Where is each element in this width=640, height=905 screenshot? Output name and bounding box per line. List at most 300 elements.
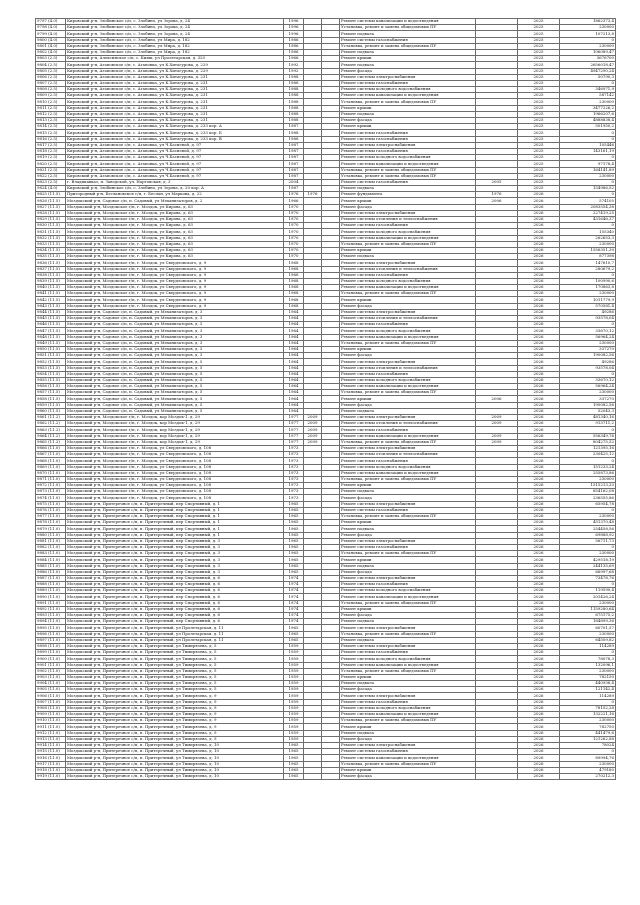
address-cell: Пригородный р-н, Беслановское г/п, г. Беслан, ул Маркова, д. 22 xyxy=(66,192,284,198)
address-cell: Кировский р-н, Агаповское с/п, с. Агаповка, ул Ч.Басиевой, д. 97 xyxy=(66,167,284,173)
cost-cell: 97178,4 xyxy=(560,161,616,167)
row-id-cell: 9851 (11.5) xyxy=(36,353,66,359)
build-year-cell: 1970 xyxy=(284,204,304,210)
address-cell: Кировский р-н, Агаповское с/п, с. Агаповка, ул Ч.Басиевой, д. 97 xyxy=(66,148,284,154)
row-id-cell: 9913 (11.0) xyxy=(36,736,66,742)
cost-cell: 119590,4 xyxy=(560,588,616,594)
work-type-cell: Ремонт системы электроснабжения xyxy=(340,693,476,699)
address-cell: Моздокский р-н, Притеречное с/п, п. Притеречный, ул Тимирязева, д. 10 xyxy=(66,773,284,779)
planned-year-cell: 2026 xyxy=(518,557,560,563)
row-id-cell: 9906 (11.0) xyxy=(36,693,66,699)
planned-year-cell: 2026 xyxy=(518,247,560,253)
cost-cell: 106089,47 xyxy=(560,49,616,55)
planned-year-cell: 2026 xyxy=(518,582,560,588)
row-id-cell: 9815 (2.5) xyxy=(36,130,66,136)
cost-cell: 0 xyxy=(560,650,616,656)
row-id-cell: 9919 (11.0) xyxy=(36,773,66,779)
build-year-cell: 1987 xyxy=(284,161,304,167)
address-cell: Моздокский р-н, Садовое с/п, п. Садовый, ул Механизаторов, д. 5 xyxy=(66,396,284,402)
row-id-cell: 9874 (11.0) xyxy=(36,495,66,501)
planned-year-cell: 2026 xyxy=(518,371,560,377)
build-year-cell: 1965 xyxy=(284,749,304,755)
planned-year-cell: 2026 xyxy=(518,322,560,328)
cost-cell: 78078,3 xyxy=(560,656,616,662)
cost-cell: 337270 xyxy=(560,396,616,402)
work-type-cell: Ремонт системы электроснабжения xyxy=(340,74,476,80)
work-type-cell: Ремонт системы канализации и водоотведения xyxy=(340,161,476,167)
build-year-cell: 1970 xyxy=(284,247,304,253)
planned-year-cell: 2026 xyxy=(518,384,560,390)
row-id-cell: 9901 (11.0) xyxy=(36,662,66,668)
row-id-cell: 9892 (11.0) xyxy=(36,606,66,612)
build-year-cell: 1968 xyxy=(284,260,304,266)
address-cell: Моздокский р-н, Притеречное с/п, п. Притеречный, пер Спортивный, д. 1 xyxy=(66,514,284,520)
planned-year-cell: 2026 xyxy=(518,452,560,458)
planned-year-cell: 2026 xyxy=(518,346,560,352)
work-type-cell: Ремонт системы холодного водоснабжения xyxy=(340,656,476,662)
build-year-cell: 1988 xyxy=(284,111,304,117)
row-id-cell: 9890 (11.0) xyxy=(36,594,66,600)
work-type-cell: Ремонт системы холодного водоснабжения xyxy=(340,278,476,284)
row-id-cell: 9817 (2.5) xyxy=(36,142,66,148)
row-id-cell: 9839 (11.5) xyxy=(36,278,66,284)
planned-year-cell: 2026 xyxy=(518,526,560,532)
planned-year-cell: 2026 xyxy=(518,359,560,365)
planned-year-cell: 2026 xyxy=(518,365,560,371)
address-cell: Кировский р-н, Агаповское с/п, с. Агаповка, ул К.Хитагурова, д. 229 xyxy=(66,68,284,74)
cost-cell: 0 xyxy=(560,458,616,464)
planned-year-cell: 2026 xyxy=(518,260,560,266)
build-year-cell: 1959 xyxy=(284,674,304,680)
work-type-cell: Ремонт крыши xyxy=(340,557,476,563)
last-repair-year-cell: 2005 xyxy=(476,179,518,185)
work-type-cell: Ремонт системы электроснабжения xyxy=(340,415,476,421)
cost-cell: 230000 xyxy=(560,25,616,31)
row-id-cell: 9804 (2.5) xyxy=(36,62,66,68)
planned-year-cell: 2026 xyxy=(518,606,560,612)
build-year-cell: 1965 xyxy=(284,526,304,532)
row-id-cell: 9850 (11.5) xyxy=(36,346,66,352)
cost-cell: 337270 xyxy=(560,346,616,352)
work-type-cell: Установка, ремонт и замена общедомовых ПУ xyxy=(340,173,476,179)
address-cell: Моздокский р-н, Моздокское г/п, г. Моздок, ул Кирова, д. 63 xyxy=(66,229,284,235)
build-year-cell: 1965 xyxy=(284,569,304,575)
address-cell: Кировский р-н, Агаповское с/п, с. Агаповка, ул К.Хитагурова, д. 231 xyxy=(66,74,284,80)
address-cell: Моздокский р-н, Моздокское г/п, г. Моздок, ул Свердловского, д. 9 xyxy=(66,285,284,291)
register-sheet xyxy=(35,18,615,780)
build-year-cell: 1968 xyxy=(284,266,304,272)
planned-year-cell: 2026 xyxy=(518,198,560,204)
planned-year-cell: 2026 xyxy=(518,544,560,550)
row-id-cell: 9882 (11.0) xyxy=(36,544,66,550)
cost-cell: 1862373,4 xyxy=(560,19,616,25)
row-id-cell: 9863 (11.2) xyxy=(36,427,66,433)
work-type-cell: Ремонт фасада xyxy=(340,495,476,501)
row-id-cell: 9879 (11.0) xyxy=(36,526,66,532)
planned-year-cell: 2026 xyxy=(518,421,560,427)
build-year-cell: 1965 xyxy=(284,637,304,643)
build-year-cell: 1987 xyxy=(284,142,304,148)
build-year-cell: 1968 xyxy=(284,272,304,278)
address-cell: Моздокский р-н, Притеречное с/п, п. Притеречный, ул Тимирязева, д. 10 xyxy=(66,755,284,761)
row-id-cell: 9808 (2.5) xyxy=(36,87,66,93)
address-cell: Моздокский р-н, Притеречное с/п, п. Притеречный, пер Спортивный, д. 6 xyxy=(66,600,284,606)
work-type-cell: Ремонт системы канализации и водоотведения xyxy=(340,384,476,390)
row-id-cell: 9894 (11.0) xyxy=(36,619,66,625)
build-year-cell: 1965 xyxy=(284,501,304,507)
build-year-cell: 1968 xyxy=(284,297,304,303)
planned-year-cell: 2026 xyxy=(518,204,560,210)
planned-year-cell: 2026 xyxy=(518,538,560,544)
cost-cell: 3676700 xyxy=(560,56,616,62)
work-type-cell: Установка, ремонт и замена общедомовых ПУ xyxy=(340,718,476,724)
row-id-cell: 9833 (11.5) xyxy=(36,241,66,247)
cost-cell: 0 xyxy=(560,427,616,433)
cost-cell: 230000 xyxy=(560,390,616,396)
build-year-cell: 1959 xyxy=(284,705,304,711)
build-year-cell: 1965 xyxy=(284,761,304,767)
work-type-cell: Ремонт фасада xyxy=(340,773,476,779)
planned-year-cell: 2025 xyxy=(518,74,560,80)
address-cell: Моздокский р-н, Садовое с/п, п. Садовый, ул Механизаторов, д. 5 xyxy=(66,408,284,414)
work-type-cell: Ремонт системы газоснабжения xyxy=(340,582,476,588)
work-type-cell: Ремонт крыши xyxy=(340,724,476,730)
address-cell: Кировский р-н, Злобинское с/п, с. Злобино, ул Зорова, д. 24 xyxy=(66,25,284,31)
work-type-cell: Установка, ремонт и замена общедомовых ПУ xyxy=(340,514,476,520)
work-type-cell: Ремонт системы электроснабжения xyxy=(340,742,476,748)
address-cell: Кировский р-н, Агаповское с/п, с. Агаповка, ул К.Хитагурова, д. 231 xyxy=(66,80,284,86)
address-cell: Моздокский р-н, Садовое с/п, п. Садовый, ул Механизаторов, д. 5 xyxy=(66,384,284,390)
work-type-cell: Ремонт системы электроснабжения xyxy=(340,359,476,365)
work-type-cell: Ремонт системы канализации и водоотведения xyxy=(340,433,476,439)
work-type-cell: Установка, ремонт и замена общедомовых ПУ xyxy=(340,476,476,482)
address-cell: Моздокский р-н, Притеречное с/п, п. Притеречный, ул Тимирязева, д. 9 xyxy=(66,730,284,736)
build-year-cell: 1974 xyxy=(284,588,304,594)
row-id-cell: 9887 (11.0) xyxy=(36,575,66,581)
work-type-cell: Установка, ремонт и замена общедомовых ПУ xyxy=(340,291,476,297)
planned-year-cell: 2026 xyxy=(518,594,560,600)
cost-cell: 230000 xyxy=(560,600,616,606)
work-type-cell: Установка, ремонт и замена общедомовых ПУ xyxy=(340,390,476,396)
address-cell: Кировский р-н, Злобинское с/п, с. Злобино, ул Зорова, д. 24 xyxy=(66,19,284,25)
build-year-cell: 1988 xyxy=(284,105,304,111)
row-id-cell: 9872 (11.0) xyxy=(36,483,66,489)
planned-year-cell: 2026 xyxy=(518,210,560,216)
address-cell: Моздокский р-н, Притеречное с/п, п. Притеречный, пер Спортивный, д. 3 xyxy=(66,569,284,575)
address-cell: Моздокский р-н, Притеречное с/п, п. Притеречный, ул Тимирязева, д. 5 xyxy=(66,681,284,687)
planned-year-cell: 2026 xyxy=(518,458,560,464)
cost-cell: 570581,4 xyxy=(560,303,616,309)
row-id-cell: 9841 (11.5) xyxy=(36,291,66,297)
address-cell: Моздокский р-н, Притеречное с/п, п. Притеречный, пер Спортивный, д. 6 xyxy=(66,606,284,612)
planned-year-cell: 2026 xyxy=(518,613,560,619)
address-cell: Моздокский р-н, Моздокское г/п, г. Моздок, ул Свердловского, д. 108 xyxy=(66,452,284,458)
planned-year-cell: 2025 xyxy=(518,87,560,93)
planned-year-cell: 2026 xyxy=(518,217,560,223)
planned-year-cell: 2026 xyxy=(518,712,560,718)
row-id-cell: 9912 (11.0) xyxy=(36,730,66,736)
work-type-cell: Ремонт системы газоснабжения xyxy=(340,749,476,755)
work-type-cell: Ремонт системы отопления и теплоснабжения xyxy=(340,266,476,272)
row-id-cell: 9897 (11.0) xyxy=(36,637,66,643)
build-year-cell: 1959 xyxy=(284,712,304,718)
planned-year-cell: 2026 xyxy=(518,718,560,724)
cost-cell: 255873,86 xyxy=(560,470,616,476)
cost-cell: 73478,76 xyxy=(560,575,616,581)
work-type-cell: Установка, ремонт и замена общедомовых ПУ xyxy=(340,439,476,445)
row-id-cell: 9891 (11.0) xyxy=(36,600,66,606)
work-type-cell: Ремонт крыши xyxy=(340,674,476,680)
cost-cell: 429518,19 xyxy=(560,557,616,563)
work-type-cell: Ремонт системы канализации и водоотведения xyxy=(340,235,476,241)
cost-cell: 89994,76 xyxy=(560,755,616,761)
build-year-cell: 1965 xyxy=(284,538,304,544)
row-id-cell: 9860 (11.5) xyxy=(36,408,66,414)
planned-year-cell: 2026 xyxy=(518,489,560,495)
address-cell: Моздокский р-н, Моздокское г/п, г. Моздок, ул Свердловского, д. 9 xyxy=(66,272,284,278)
build-year-cell: 1964 xyxy=(284,322,304,328)
address-cell: Моздокский р-н, Садовое с/п, п. Садовый, ул Механизаторов, д. 3 xyxy=(66,346,284,352)
cost-cell: 164141,89 xyxy=(560,167,616,173)
work-type-cell: Ремонт системы канализации и водоотведения xyxy=(340,93,476,99)
planned-year-cell: 2026 xyxy=(518,272,560,278)
build-year-cell: 1964 xyxy=(284,371,304,377)
planned-year-cell: 2025 xyxy=(518,111,560,117)
build-year-cell: 1970 xyxy=(284,241,304,247)
row-id-cell: 9869 (11.0) xyxy=(36,464,66,470)
planned-year-cell: 2026 xyxy=(518,631,560,637)
planned-year-cell: 2026 xyxy=(518,501,560,507)
cost-cell: 2083554,38 xyxy=(560,204,616,210)
work-type-cell: Ремонт системы газоснабжения xyxy=(340,427,476,433)
row-id-cell: 9868 (11.0) xyxy=(36,458,66,464)
cost-cell: 0 xyxy=(560,155,616,161)
row-id-cell: 9837 (11.5) xyxy=(36,266,66,272)
work-type-cell: Ремонт системы канализации и водоотведения xyxy=(340,712,476,718)
planned-year-cell: 2026 xyxy=(518,470,560,476)
address-cell: Моздокский р-н, Моздокское г/п, г. Моздок, ул Свердловского, д. 108 xyxy=(66,476,284,482)
planned-year-cell: 2025 xyxy=(518,93,560,99)
planned-year-cell: 2026 xyxy=(518,235,560,241)
cost-cell: 440938,4 xyxy=(560,681,616,687)
row-id-cell: 9857 (11.5) xyxy=(36,390,66,396)
cost-cell: 201426,24 xyxy=(560,594,616,600)
work-type-cell: Установка, ремонт и замена общедомовых ПУ xyxy=(340,99,476,105)
build-year-cell: 1988 xyxy=(284,118,304,124)
cost-cell: 346971,9 xyxy=(560,87,616,93)
cost-cell: 121142,4 xyxy=(560,687,616,693)
cost-cell: 0 xyxy=(560,699,616,705)
cost-cell: 121395,16 xyxy=(560,445,616,451)
address-cell: Моздокский р-н, Притеречное с/п, п. Притеречный, пер Спортивный, д. 1 xyxy=(66,501,284,507)
planned-year-cell: 2026 xyxy=(518,637,560,643)
work-type-cell: Ремонт крыши xyxy=(340,105,476,111)
build-year-cell: 1987 xyxy=(284,124,304,130)
work-type-cell: Установка, ремонт и замена общедомовых ПУ xyxy=(340,551,476,557)
work-type-cell: Ремонт фасада xyxy=(340,204,476,210)
build-year-cell: 1974 xyxy=(284,613,304,619)
work-type-cell: Ремонт подвала xyxy=(340,526,476,532)
planned-year-cell: 2026 xyxy=(518,588,560,594)
build-year-cell: 1965 xyxy=(284,544,304,550)
cost-cell: 0 xyxy=(560,749,616,755)
last-repair-year-cell: 2009 xyxy=(476,415,518,421)
build-year-cell: 1966 xyxy=(284,198,304,204)
planned-year-cell: 2026 xyxy=(518,625,560,631)
row-id-cell: 9880 (11.0) xyxy=(36,532,66,538)
row-id-cell: 9870 (11.0) xyxy=(36,470,66,476)
row-id-cell: 9818 (2.5) xyxy=(36,148,66,154)
address-cell: Кировский р-н, Агаповское с/п, с. Агаповка, ул Ч.Басиевой, д. 97 xyxy=(66,173,284,179)
row-id-cell: 9834 (11.5) xyxy=(36,247,66,253)
cost-cell: 230000 xyxy=(560,476,616,482)
cost-cell: 50790,3 xyxy=(560,74,616,80)
cost-cell: 3477226,2 xyxy=(560,105,616,111)
cost-cell: 236555,86 xyxy=(560,495,616,501)
cost-cell: 0 xyxy=(560,371,616,377)
build-year-cell: 1988 xyxy=(284,130,304,136)
build-year-cell: 1968 xyxy=(284,285,304,291)
address-cell: Моздокский р-н, Притеречное с/п, п. Притеречный, пер Спортивный, д. 1 xyxy=(66,520,284,526)
cost-cell: 93578,04 xyxy=(560,365,616,371)
planned-year-cell: 2025 xyxy=(518,37,560,43)
work-type-cell: Ремонт системы электроснабжения xyxy=(340,260,476,266)
planned-year-cell: 2026 xyxy=(518,643,560,649)
work-type-cell: Ремонт системы холодного водоснабжения xyxy=(340,229,476,235)
cost-cell: 100990,6 xyxy=(560,278,616,284)
cost-cell: 1159280,64 xyxy=(560,606,616,612)
cost-cell: 574105 xyxy=(560,198,616,204)
build-year-cell: 1987 xyxy=(284,155,304,161)
work-type-cell: Ремонт подвала xyxy=(340,681,476,687)
row-id-cell: 9805 (2.5) xyxy=(36,68,66,74)
row-id-cell: 9875 (11.0) xyxy=(36,501,66,507)
address-cell: Моздокский р-н, Садовое с/п, п. Садовый, ул Механизаторов, д. 5 xyxy=(66,402,284,408)
row-id-cell: 9908 (11.0) xyxy=(36,705,66,711)
work-type-cell: Ремонт системы канализации и водоотведения xyxy=(340,662,476,668)
build-year-cell: 1986 xyxy=(284,37,304,43)
work-type-cell: Ремонт системы газоснабжения xyxy=(340,223,476,229)
cost-cell: 155340 xyxy=(560,229,616,235)
build-year-cell: 1964 xyxy=(284,390,304,396)
row-id-cell: 9821 (2.5) xyxy=(36,167,66,173)
work-type-cell: Ремонт фасада xyxy=(340,353,476,359)
build-year-cell: 1964 xyxy=(284,377,304,383)
cost-cell: 1515213,33 xyxy=(560,483,616,489)
cost-cell: 0 xyxy=(560,223,616,229)
build-year-cell: 1959 xyxy=(284,724,304,730)
row-id-cell: 9843 (11.5) xyxy=(36,303,66,309)
address-cell: Моздокский р-н, Притеречное с/п, п. Притеречный, ул Тимирязева, д. 5 xyxy=(66,656,284,662)
planned-year-cell: 2026 xyxy=(518,668,560,674)
work-type-cell: Ремонт подвала xyxy=(340,408,476,414)
cost-cell: 782750 xyxy=(560,724,616,730)
planned-year-cell: 2026 xyxy=(518,761,560,767)
build-year-cell: 1973 xyxy=(284,483,304,489)
row-id-cell: 9803 (2.5) xyxy=(36,56,66,62)
address-cell: Кировский р-н, Злобинское с/п, с. Злобино, ул Мира, д. 182 xyxy=(66,43,284,49)
work-type-cell: Ремонт подвала xyxy=(340,186,476,192)
work-type-cell: Ремонт крыши xyxy=(340,297,476,303)
row-id-cell: 9822 (2.5) xyxy=(36,173,66,179)
address-cell: Кировский р-н, Агаповское с/п, с. Агаповка, ул Ч.Басиевой, д. 97 xyxy=(66,142,284,148)
last-repair-year-cell: 2006 xyxy=(476,198,518,204)
row-id-cell: 9910 (11.0) xyxy=(36,718,66,724)
work-type-cell: Ремонт фасада xyxy=(340,532,476,538)
cost-cell: 0 xyxy=(560,179,616,185)
address-cell: Кировский р-н, Агаповское с/п, с. Агаповка, ул К.Хитагурова, д. 231 xyxy=(66,93,284,99)
cost-cell: 782150 xyxy=(560,674,616,680)
cost-cell: 66997,68 xyxy=(560,569,616,575)
planned-year-cell: 2026 xyxy=(518,328,560,334)
row-id-cell: 9916 (11.0) xyxy=(36,755,66,761)
row-id-cell: 9848 (11.5) xyxy=(36,334,66,340)
address-cell: Моздокский р-н, Притеречное с/п, п. Притеречный, пер Спортивный, д. 6 xyxy=(66,619,284,625)
planned-year-cell: 2025 xyxy=(518,56,560,62)
cost-cell: 479180 xyxy=(560,767,616,773)
row-id-cell: 9877 (11.0) xyxy=(36,514,66,520)
address-cell: Моздокский р-н, Моздокское г/п, г. Моздок, кор Моздок-1, д. 29 xyxy=(66,427,284,433)
row-id-cell: 9846 (11.5) xyxy=(36,322,66,328)
planned-year-cell: 2026 xyxy=(518,687,560,693)
address-cell: Моздокский р-н, Моздокское г/п, г. Моздок, ул Свердловского, д. 108 xyxy=(66,464,284,470)
row-id-cell: 9819 (2.5) xyxy=(36,155,66,161)
planned-year-cell: 2026 xyxy=(518,433,560,439)
build-year-cell: 1988 xyxy=(284,136,304,142)
cost-cell: 0 xyxy=(560,322,616,328)
cost-cell: 4888838,4 xyxy=(560,118,616,124)
planned-year-cell: 2026 xyxy=(518,619,560,625)
row-id-cell: 9885 (11.0) xyxy=(36,563,66,569)
build-year-cell: 1974 xyxy=(284,619,304,625)
cost-cell: 0 xyxy=(560,192,616,198)
planned-year-cell: 2026 xyxy=(518,551,560,557)
row-id-cell: 9797 (4.0) xyxy=(36,19,66,25)
build-year-cell: 1965 xyxy=(284,742,304,748)
cost-cell: 2656018,47 xyxy=(560,62,616,68)
build-year-cell: 1973 xyxy=(284,464,304,470)
work-type-cell: Установка, ремонт и замена общедомовых ПУ xyxy=(340,761,476,767)
row-id-cell: 9899 (11.0) xyxy=(36,650,66,656)
cost-cell: 556349,76 xyxy=(560,433,616,439)
planned-year-cell: 2025 xyxy=(518,186,560,192)
cost-cell: 4947290,24 xyxy=(560,68,616,74)
row-id-cell: 9895 (11.0) xyxy=(36,625,66,631)
cost-cell: 170863,8 xyxy=(560,285,616,291)
build-year-cell: 1959 xyxy=(284,668,304,674)
register-body xyxy=(36,19,616,780)
cost-cell: 107213,8 xyxy=(560,31,616,37)
build-year-cell: 1974 xyxy=(284,582,304,588)
address-cell: Моздокский р-н, Моздокское г/п, г. Моздок, ул Кирова, д. 63 xyxy=(66,235,284,241)
row-id-cell: 9838 (11.5) xyxy=(36,272,66,278)
planned-year-cell: 2026 xyxy=(518,223,560,229)
build-year-cell: 1996 xyxy=(284,31,304,37)
work-type-cell: Ремонт крыши xyxy=(340,124,476,130)
build-year-cell: 1973 xyxy=(284,495,304,501)
work-type-cell: Ремонт системы газоснабжения xyxy=(340,458,476,464)
cost-cell: 56711,73 xyxy=(560,538,616,544)
year-2-cell: 1976 xyxy=(304,192,322,198)
row-id-cell: 9914 (11.0) xyxy=(36,742,66,748)
build-year-cell: 1964 xyxy=(284,402,304,408)
build-year-cell: 1988 xyxy=(284,93,304,99)
build-year-cell: 1986 xyxy=(284,43,304,49)
cost-cell: 105446 xyxy=(560,142,616,148)
cost-cell: 230425,12 xyxy=(560,452,616,458)
build-year-cell: 1964 xyxy=(284,353,304,359)
planned-year-cell: 2026 xyxy=(518,532,560,538)
